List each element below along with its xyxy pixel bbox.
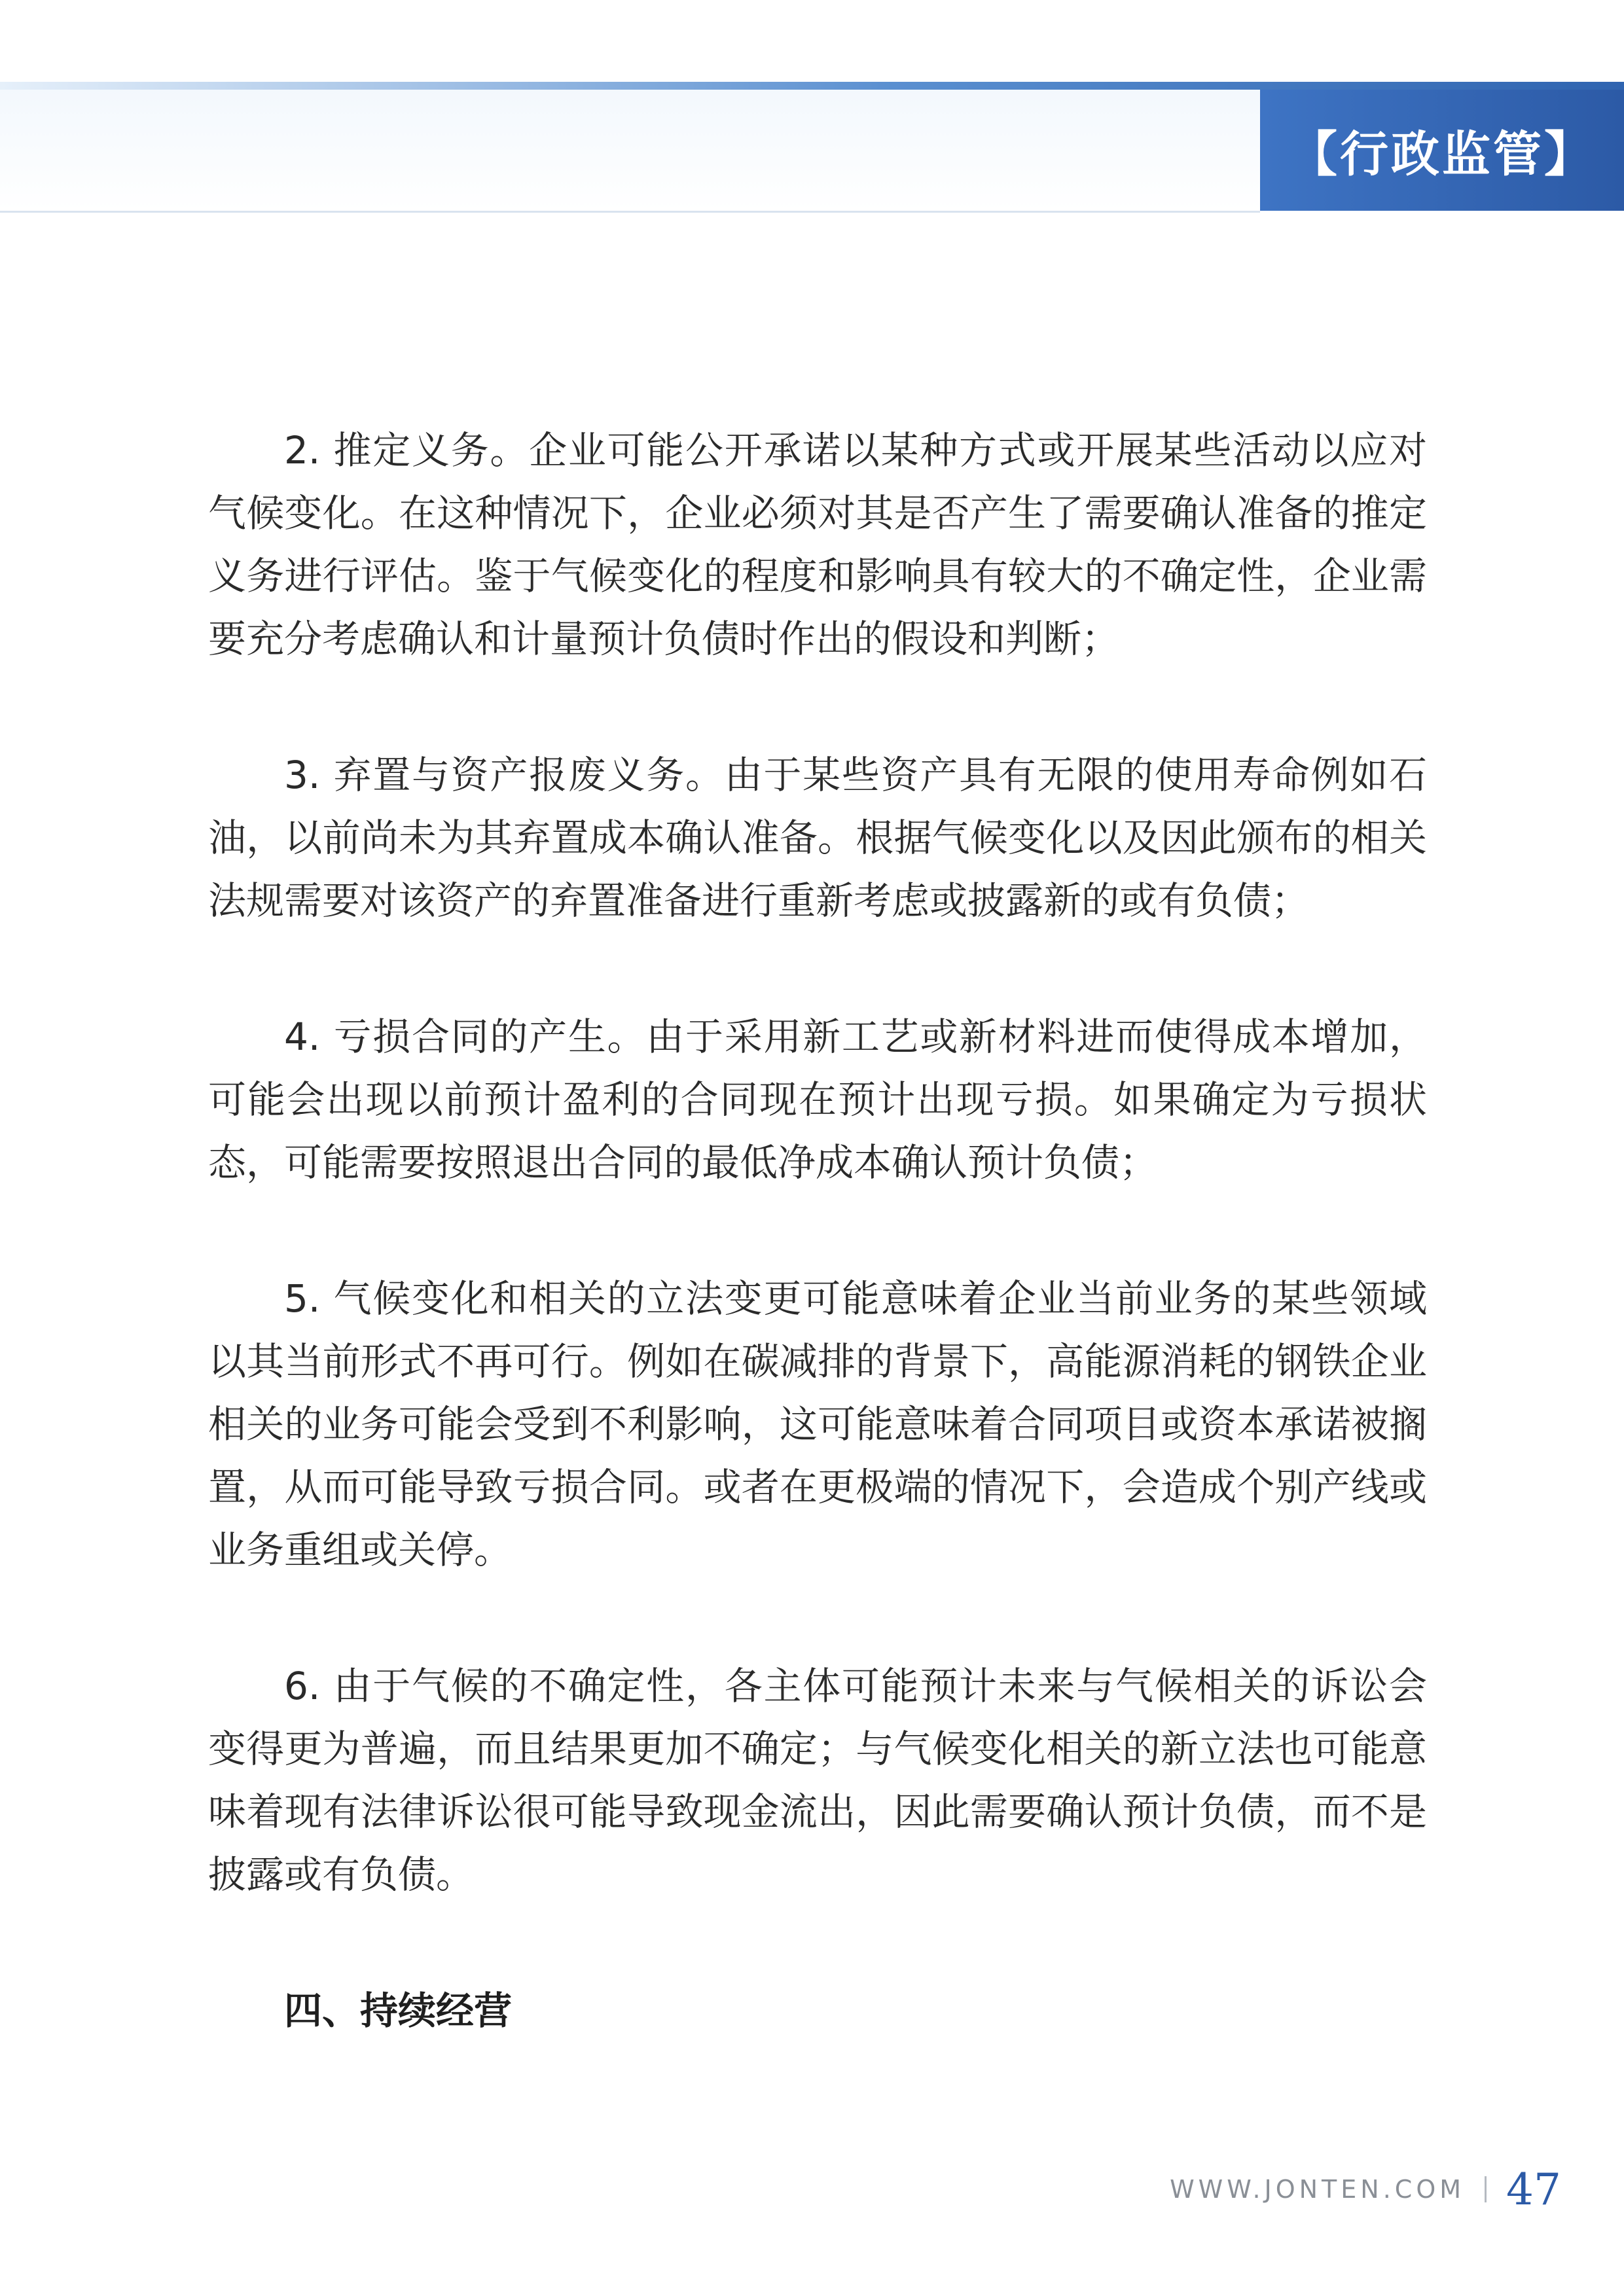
paragraph-disposal-obligation: 3. 弃置与资产报废义务。由于某些资产具有无限的使用寿命例如石油，以前尚未为其弃置成本确认准备。根据气候变化以及因此颁布的相关法规需要对该资产的弃置准备进行重新考虑或披露新的或有负债； [208, 753, 1427, 923]
paragraph-constructive-obligation: 2. 推定义务。企业可能公开承诺以某种方式或开展某些活动以应对气候变化。在这种情况下，企业必须对其是否产生了需要确认准备的推定义务进行评估。鉴于气候变化的程度和影响具有较大的不确定性，企业需要充分考虑确认和计量预计负债时作出的假设和判断； [208, 428, 1427, 661]
section-heading: 四、持续经营 [284, 1988, 513, 2033]
page-footer [1170, 2160, 1561, 2219]
paragraph-legislation-change: 5. 气候变化和相关的立法变更可能意味着企业当前业务的某些领域以其当前形式不再可行。例如在碳减排的背景下，高能源消耗的钢铁企业相关的业务可能会受到不利影响，这可能意味着合同项目或资本承诺被搁置，从而可能导致亏损合同。或者在更极端的情况下，会造成个别产线或业务重组或关停。 [208, 1276, 1427, 1572]
footer-website: WWW.JONTEN.COM [1170, 2175, 1466, 2204]
paragraph-litigation: 6. 由于气候的不确定性，各主体可能预计未来与气候相关的诉讼会变得更为普遍，而且结果更加不确定；与气候变化相关的新立法也可能意味着现有法律诉讼很可能导致现金流出，因此需要确认预计负债，而不是披露或有负债。 [208, 1664, 1427, 1897]
section-tag: 【行政监管】 [1260, 90, 1624, 211]
paragraph-onerous-contract: 4. 亏损合同的产生。由于采用新工艺或新材料进而使得成本增加，可能会出现以前预计盈利的合同现在预计出现亏损。如果确定为亏损状态，可能需要按照退出合同的最低净成本确认预计负债； [208, 1014, 1427, 1185]
footer-divider [1485, 2176, 1487, 2202]
page-number: 47 [1506, 2164, 1561, 2215]
document-body [208, 419, 1427, 2042]
header-band [0, 90, 1260, 213]
header-accent-line [0, 82, 1624, 90]
